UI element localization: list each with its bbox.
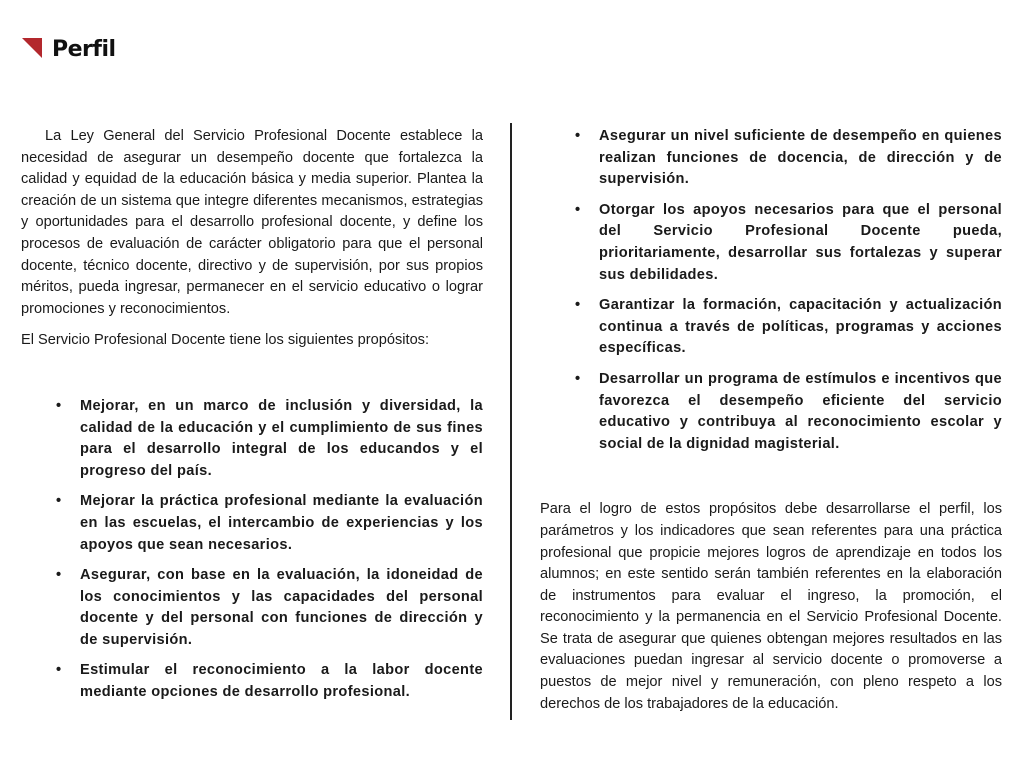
page-header [22, 34, 116, 64]
list-item [21, 491, 483, 556]
purposes-list-right [540, 126, 1002, 455]
list-item-text: Otorgar los apoyos necesarios para que el personal del Servicio Profesional Docente pueda, prioritariamente, desarrollar sus fortalezas y superar sus debilidades. [599, 201, 1002, 283]
bullet-icon: • [56, 493, 62, 510]
list-item-text: Asegurar un nivel suficiente de desempeño en quienes realizan funciones de docencia, de dirección y de supervisión. [599, 128, 1002, 188]
list-item-text: Asegurar, con base en la evaluación, la idoneidad de los conocimientos y las capacidades del personal docente y del personal con funciones de dirección y de supervisión. [80, 567, 483, 648]
bullet-icon: • [575, 128, 581, 144]
left-column [21, 126, 483, 704]
bullet-icon: • [575, 297, 581, 314]
list-item-text: Estimular el reconocimiento a la labor docente mediante opciones de desarrollo profesional. [80, 662, 483, 701]
list-item [540, 126, 1002, 191]
list-item-text: Mejorar, en un marco de inclusión y diversidad, la calidad de la educación y el cumplimiento de sus fines para el desarrollo integral de los educandos y el progreso del país. [80, 397, 483, 479]
list-item-text: Garantizar la formación, capacitación y actualización continua a través de políticas, programas y acciones específicas. [599, 297, 1002, 357]
list-item-text: Desarrollar un programa de estímulos e incentivos que favorezca el desempeño eficiente del servicio educativo y contribuya al reconocimiento escolar y social de la dignidad magisterial. [599, 370, 1002, 452]
list-item [540, 200, 1002, 286]
bullet-icon: • [56, 567, 62, 584]
column-divider [510, 123, 512, 720]
list-item [21, 396, 483, 482]
list-item [540, 369, 1002, 455]
red-triangle-icon [22, 38, 44, 60]
bullet-icon: • [575, 370, 581, 387]
bullet-icon: • [56, 662, 62, 679]
bullet-icon: • [575, 201, 581, 218]
list-item [540, 295, 1002, 360]
closing-paragraph: Para el logro de estos propósitos debe desarrollarse el perfil, los parámetros y los indicadores que sean referentes para una práctica profesional que propicie mejores logros de aprendizaje en todos los alumnos; en este sentido serán también referentes en la elaboración de instrumentos para evaluar el ingreso, la promoción, el reconocimiento y la permanencia en el Servicio Profesional Docente. Se trata de asegurar que quienes obtengan mejores resultados en las evaluaciones puedan ingresar al servicio docente o promoverse a puestos de mejor nivel y remuneración, con pleno respeto a los derechos de los trabajadores de la educación. [540, 501, 1002, 712]
page-title: Perfil [52, 36, 116, 62]
list-item [21, 660, 483, 703]
intro-paragraph: La Ley General del Servicio Profesional Docente establece la necesidad de asegurar un desempeño docente que fortalezca la calidad y equidad de la educación básica y media superior. Plantea la creación de un sistema que integre diferentes mecanismos, estrategias y oportunidades para el desarrollo profesional docente, y define los procesos de evaluación de carácter obligatorio para que el personal docente, técnico docente, directivo y de supervisión, por sus propios méritos, pueda ingresar, permanecer en el servicio educativo o lograr promociones y reconocimientos. [21, 128, 483, 317]
list-item [21, 565, 483, 651]
list-item-text: Mejorar la práctica profesional mediante la evaluación en las escuelas, el intercambio de experiencias y los apoyos que sean necesarios. [80, 493, 483, 553]
right-column [540, 126, 1002, 715]
bullet-icon: • [56, 397, 62, 414]
purposes-list-left [21, 396, 483, 704]
purposes-lead: El Servicio Profesional Docente tiene los siguientes propósitos: [21, 332, 430, 349]
